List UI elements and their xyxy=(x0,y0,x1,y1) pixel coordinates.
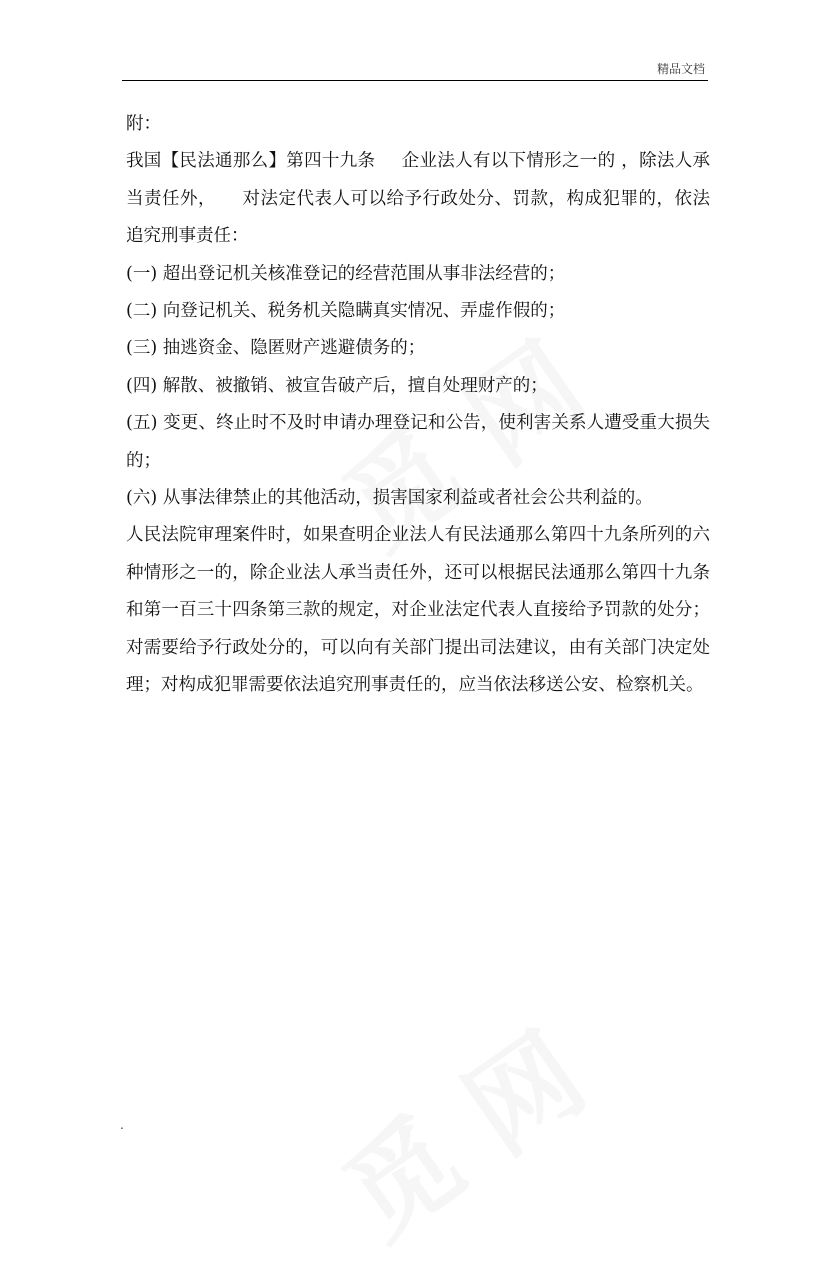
intro-condition: 企业法人有以下情形之一的 ，除法人承当责任外， xyxy=(126,151,711,209)
intro-article-ref: 我国【民法通那么】第四十九条 xyxy=(126,151,376,172)
list-item: (六) 从事法律禁止的其他活动，损害国家利益或者社会公共利益的。 xyxy=(126,488,653,509)
list-item: (四) 解散、被撤销、被宣告破产后，擅自处理财产的； xyxy=(126,375,548,396)
intro-penalty: 对法定代表人可以给予行政处分、罚款，构成犯罪的，依法追究刑事责任： xyxy=(126,188,710,247)
list-item: (五) 变更、终止时不及时申请办理登记和公告，使利害关系人遭受重大损失的； xyxy=(126,413,710,471)
appendix-heading: 附： xyxy=(126,114,161,134)
article-intro xyxy=(126,143,710,255)
footer-dot: . xyxy=(120,1118,124,1132)
document-body xyxy=(126,106,710,705)
closing-paragraph: 人民法院审理案件时，如果查明企业法人有民法通那么第四十九条所列的六种情形之一的，除企业法人承当责任外，还可以根据民法通那么第四十九条和第一百三十四条第三款的规定，对企业法定代表人直接给予罚款的处分；对需要给予行政处分的，可以向有关部门提出司法建议，由有关部门决定处理；对构成犯罪需要依法追究刑事责任的，应当依法移送公安、检察机关。 xyxy=(126,525,710,696)
list-item: (三) 抽逃资金、隐匿财产逃避债务的； xyxy=(126,338,426,359)
watermark xyxy=(308,990,610,1268)
list-item: (一) 超出登记机关核准登记的经营范围从事非法经营的； xyxy=(126,263,566,284)
header-rule xyxy=(122,80,708,81)
list-item: (二) 向登记机关、税务机关隐瞒真实情况、弄虚作假的； xyxy=(126,301,566,322)
header-label: 精品文档 xyxy=(656,62,705,76)
